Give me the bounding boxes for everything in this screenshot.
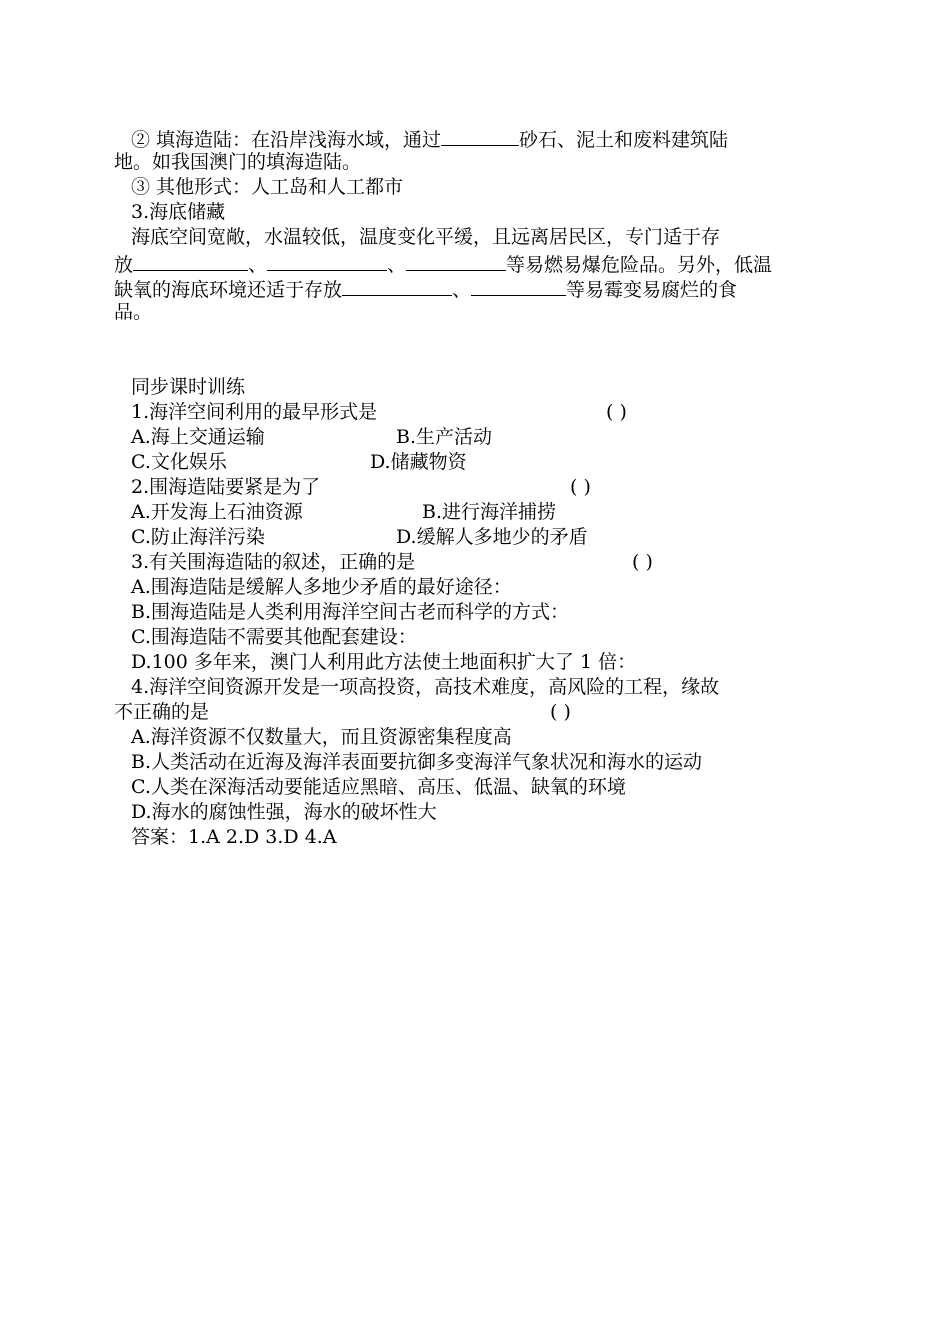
q1-answer-paren: ( ) xyxy=(606,401,627,423)
q3-option-a: A.围海造陆是缓解人多地少矛盾的最好途径： xyxy=(131,576,512,598)
item2-line2: 地。如我国澳门的填海造陆。 xyxy=(114,151,362,173)
q3-stem: 3.有关围海造陆的叙述，正确的是 xyxy=(131,551,416,573)
q4-stem-line1: 4.海洋空间资源开发是一项高投资，高技术难度，高风险的工程，缘故 xyxy=(131,676,720,698)
q1-option-d: D.储藏物资 xyxy=(370,451,467,473)
item3-line: ③ 其他形式：人工岛和人工都市 xyxy=(131,176,404,198)
q1-option-c: C.文化娱乐 xyxy=(131,451,227,473)
q1-option-a: A.海上交通运输 xyxy=(131,426,265,448)
para-line3 xyxy=(114,278,737,300)
q2-answer-paren: ( ) xyxy=(570,476,591,498)
para-text: 放 xyxy=(114,254,134,276)
q2-option-c: C.防止海洋污染 xyxy=(131,526,265,548)
fill-blank xyxy=(406,253,506,271)
para-text: 等易霉变易腐烂的食 xyxy=(566,279,738,301)
fill-blank xyxy=(267,253,387,271)
q4-option-c: C.人类在深海活动要能适应黑暗、高压、低温、缺氧的环境 xyxy=(131,776,626,798)
q3-answer-paren: ( ) xyxy=(632,551,653,573)
q2-option-b: B.进行海洋捕捞 xyxy=(422,501,557,523)
q1-stem: 1.海洋空间利用的最早形式是 xyxy=(131,401,378,423)
q3-option-b: B.围海造陆是人类利用海洋空间古老而科学的方式： xyxy=(131,601,570,623)
q3-option-c: C.围海造陆不需要其他配套建设： xyxy=(131,626,417,648)
fill-blank xyxy=(471,278,566,296)
fill-blank xyxy=(133,253,248,271)
para-line4: 品。 xyxy=(114,301,153,323)
q4-option-b: B.人类活动在近海及海洋表面要抗御多变海洋气象状况和海水的运动 xyxy=(131,751,703,773)
fill-blank xyxy=(342,278,452,296)
heading-3: 3.海底储藏 xyxy=(131,201,226,223)
q4-option-d: D.海水的腐蚀性强，海水的破坏性大 xyxy=(131,801,437,823)
para-line2 xyxy=(114,253,772,275)
separator: 、 xyxy=(452,279,472,301)
q4-stem-line2: 不正确的是 xyxy=(114,701,210,723)
para-text: 缺氧的海底环境还适于存放 xyxy=(114,279,343,301)
q4-answer-paren: ( ) xyxy=(550,701,571,723)
para-text: 等易燃易爆危险品。另外，低温 xyxy=(506,254,773,276)
fill-blank xyxy=(441,128,519,146)
q1-option-b: B.生产活动 xyxy=(396,426,493,448)
para-line1: 海底空间宽敞，水温较低，温度变化平缓，且远离居民区，专门适于存 xyxy=(131,226,721,248)
separator: 、 xyxy=(387,254,407,276)
q3-option-d: D.100 多年来，澳门人利用此方法使土地面积扩大了 1 倍： xyxy=(131,651,637,673)
q2-stem: 2.围海造陆要紧是为了 xyxy=(131,476,321,498)
item2-line1 xyxy=(131,128,728,150)
separator: 、 xyxy=(248,254,268,276)
item2-text-b: 砂石、泥土和废料建筑陆 xyxy=(519,129,729,151)
item2-text-a: ② 填海造陆：在沿岸浅海水域，通过 xyxy=(131,129,442,151)
q4-option-a: A.海洋资源不仅数量大，而且资源密集程度高 xyxy=(131,726,512,748)
exercise-title: 同步课时训练 xyxy=(131,376,246,398)
q2-option-a: A.开发海上石油资源 xyxy=(131,501,303,523)
answer-key: 答案：1.A 2.D 3.D 4.A xyxy=(131,826,337,848)
q2-option-d: D.缓解人多地少的矛盾 xyxy=(396,526,588,548)
